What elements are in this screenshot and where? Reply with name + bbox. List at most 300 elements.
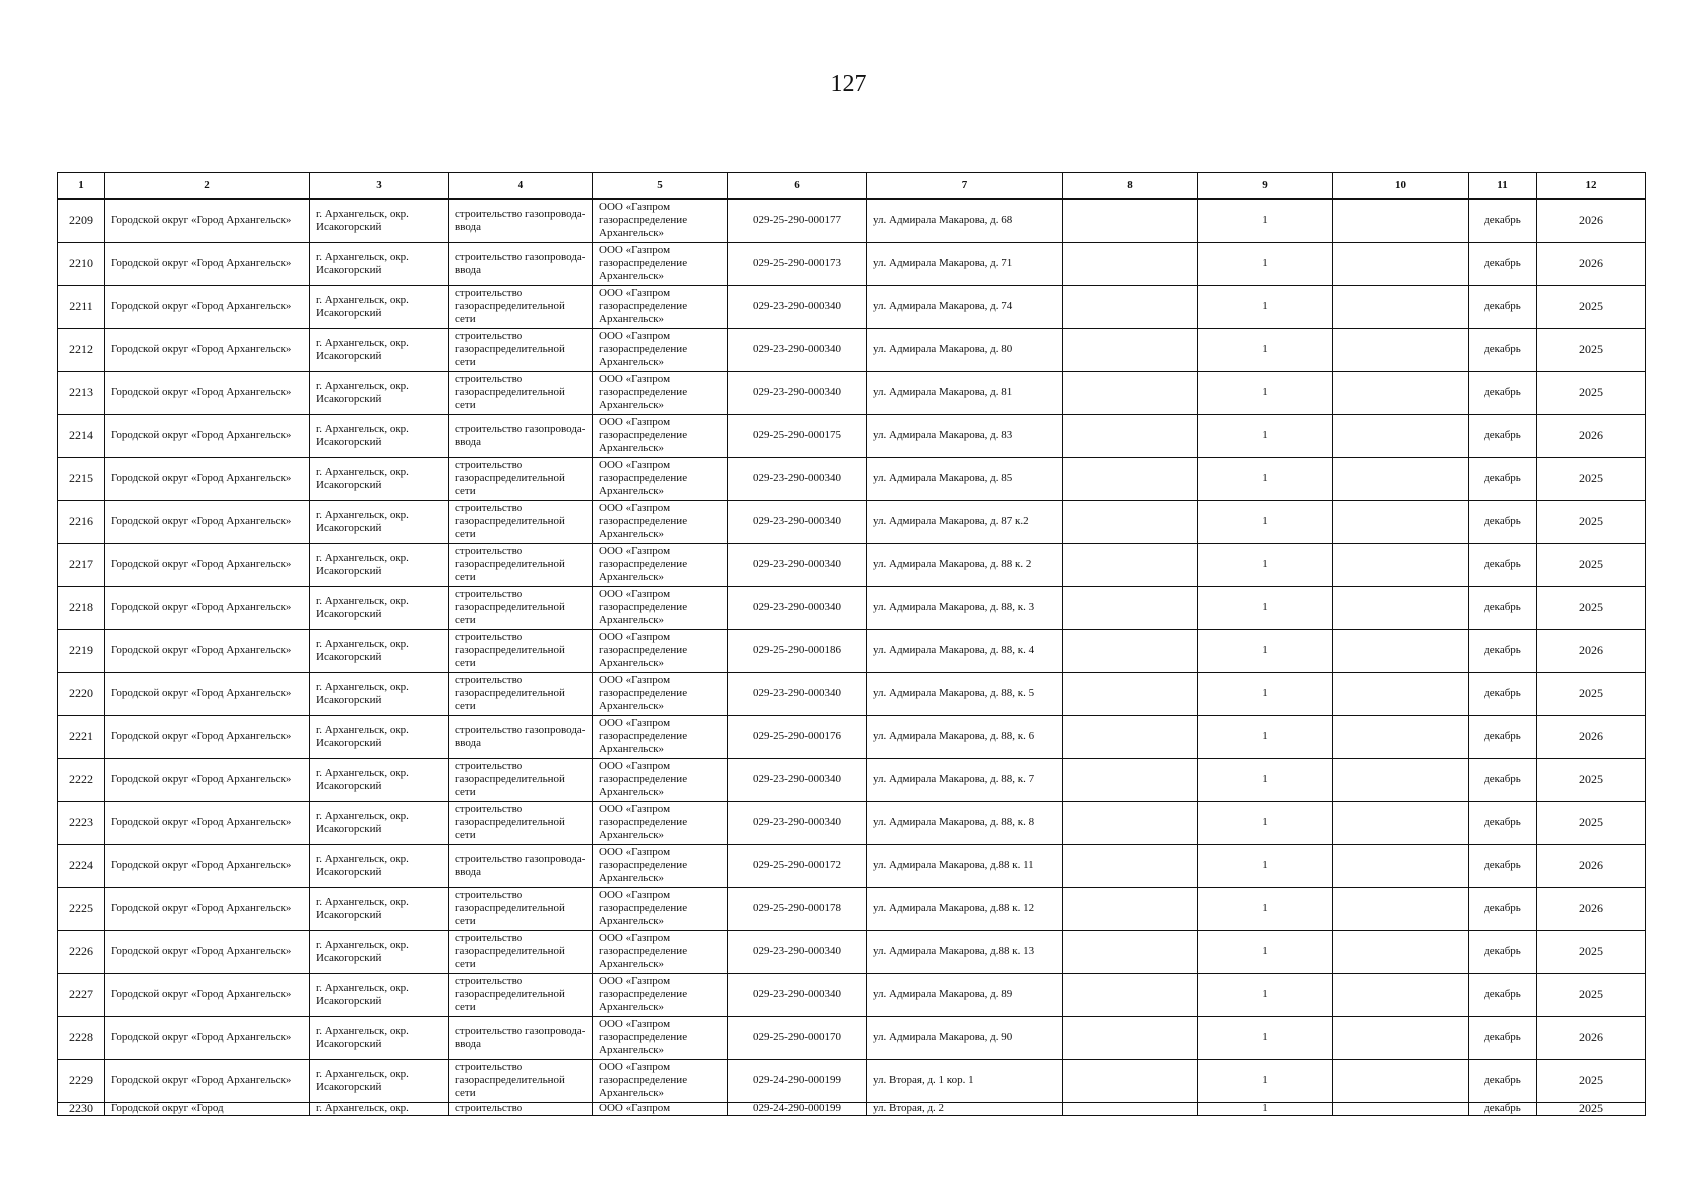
municipality-cell: Городской округ «Город Архангельск» (105, 457, 310, 500)
row-number-cell: 2209 (58, 199, 105, 242)
address-cell: ул. Адмирала Макарова, д. 88, к. 6 (867, 715, 1063, 758)
column-8-cell (1063, 457, 1198, 500)
address-cell: ул. Адмирала Макарова, д. 85 (867, 457, 1063, 500)
quantity-cell: 1 (1198, 457, 1333, 500)
row-number-cell: 2227 (58, 973, 105, 1016)
column-header: 8 (1063, 173, 1198, 200)
row-number-cell: 2212 (58, 328, 105, 371)
address-cell: ул. Адмирала Макарова, д. 68 (867, 199, 1063, 242)
organization-cell: ООО «Газпром газораспределение Архангельск» (593, 242, 728, 285)
year-cell: 2025 (1537, 543, 1646, 586)
program-code-cell: 029-25-290-000173 (728, 242, 867, 285)
work-type-cell: строительство газораспределительной сети (449, 586, 593, 629)
month-cell: декабрь (1469, 887, 1537, 930)
column-10-cell (1333, 1016, 1469, 1059)
table-row (58, 371, 1646, 414)
municipality-cell: Городской округ «Город Архангельск» (105, 1016, 310, 1059)
column-8-cell (1063, 801, 1198, 844)
work-type-cell: строительство газораспределительной сети (449, 328, 593, 371)
organization-cell: ООО «Газпром газораспределение Архангельск» (593, 285, 728, 328)
row-number-cell: 2229 (58, 1059, 105, 1102)
work-type-cell: строительство газораспределительной сети (449, 758, 593, 801)
column-10-cell (1333, 930, 1469, 973)
municipality-cell: Городской округ «Город Архангельск» (105, 242, 310, 285)
locality-cell: г. Архангельск, окр. Исакогорский (310, 285, 449, 328)
column-10-cell (1333, 371, 1469, 414)
column-8-cell (1063, 199, 1198, 242)
address-cell: ул. Адмирала Макарова, д. 74 (867, 285, 1063, 328)
program-code-cell: 029-23-290-000340 (728, 930, 867, 973)
municipality-cell: Городской округ «Город Архангельск» (105, 758, 310, 801)
organization-cell: ООО «Газпром газораспределение Архангельск» (593, 328, 728, 371)
municipality-cell: Городской округ «Город Архангельск» (105, 629, 310, 672)
locality-cell: г. Архангельск, окр. Исакогорский (310, 1059, 449, 1102)
year-cell: 2025 (1537, 285, 1646, 328)
quantity-cell: 1 (1198, 844, 1333, 887)
quantity-cell: 1 (1198, 930, 1333, 973)
locality-cell: г. Архангельск, окр. Исакогорский (310, 457, 449, 500)
program-code-cell: 029-23-290-000340 (728, 543, 867, 586)
organization-cell: ООО «Газпром газораспределение Архангельск» (593, 672, 728, 715)
work-type-cell: строительство газопровода-ввода (449, 715, 593, 758)
column-10-cell (1333, 801, 1469, 844)
address-cell: ул. Адмирала Макарова, д. 87 к.2 (867, 500, 1063, 543)
locality-cell: г. Архангельск, окр. Исакогорский (310, 715, 449, 758)
row-number-cell: 2228 (58, 1016, 105, 1059)
row-number-cell: 2210 (58, 242, 105, 285)
municipality-cell: Городской округ «Город Архангельск» (105, 586, 310, 629)
column-10-cell (1333, 1102, 1469, 1115)
column-8-cell (1063, 672, 1198, 715)
organization-cell: ООО «Газпром газораспределение Архангельск» (593, 500, 728, 543)
row-number-cell: 2211 (58, 285, 105, 328)
year-cell: 2026 (1537, 844, 1646, 887)
column-8-cell (1063, 973, 1198, 1016)
month-cell: декабрь (1469, 1102, 1537, 1115)
quantity-cell: 1 (1198, 715, 1333, 758)
year-cell: 2025 (1537, 328, 1646, 371)
year-cell: 2026 (1537, 242, 1646, 285)
organization-cell: ООО «Газпром газораспределение Архангельск» (593, 414, 728, 457)
organization-cell: ООО «Газпром газораспределение Архангельск» (593, 543, 728, 586)
column-header: 6 (728, 173, 867, 200)
program-code-cell: 029-23-290-000340 (728, 758, 867, 801)
table-row (58, 973, 1646, 1016)
work-type-cell: строительство (449, 1102, 593, 1115)
organization-cell: ООО «Газпром газораспределение Архангельск» (593, 1059, 728, 1102)
month-cell: декабрь (1469, 801, 1537, 844)
organization-cell: ООО «Газпром газораспределение Архангельск» (593, 844, 728, 887)
column-10-cell (1333, 715, 1469, 758)
row-number-cell: 2226 (58, 930, 105, 973)
table-row (58, 500, 1646, 543)
quantity-cell: 1 (1198, 1102, 1333, 1115)
year-cell: 2025 (1537, 1102, 1646, 1115)
column-8-cell (1063, 371, 1198, 414)
program-code-cell: 029-23-290-000340 (728, 371, 867, 414)
work-type-cell: строительство газопровода-ввода (449, 844, 593, 887)
organization-cell: ООО «Газпром газораспределение Архангельск» (593, 629, 728, 672)
work-type-cell: строительство газораспределительной сети (449, 1059, 593, 1102)
month-cell: декабрь (1469, 414, 1537, 457)
column-10-cell (1333, 1059, 1469, 1102)
municipality-cell: Городской округ «Город Архангельск» (105, 715, 310, 758)
work-type-cell: строительство газораспределительной сети (449, 930, 593, 973)
municipality-cell: Городской округ «Город Архангельск» (105, 328, 310, 371)
address-cell: ул. Адмирала Макарова, д. 88, к. 8 (867, 801, 1063, 844)
work-type-cell: строительство газораспределительной сети (449, 543, 593, 586)
column-8-cell (1063, 844, 1198, 887)
program-code-cell: 029-24-290-000199 (728, 1102, 867, 1115)
address-cell: ул. Адмирала Макарова, д.88 к. 13 (867, 930, 1063, 973)
address-cell: ул. Адмирала Макарова, д. 88, к. 3 (867, 586, 1063, 629)
month-cell: декабрь (1469, 930, 1537, 973)
quantity-cell: 1 (1198, 500, 1333, 543)
organization-cell: ООО «Газпром газораспределение Архангельск» (593, 973, 728, 1016)
table-row (58, 844, 1646, 887)
address-cell: ул. Адмирала Макарова, д. 71 (867, 242, 1063, 285)
municipality-cell: Городской округ «Город Архангельск» (105, 1059, 310, 1102)
column-10-cell (1333, 500, 1469, 543)
address-cell: ул. Адмирала Макарова, д. 88, к. 4 (867, 629, 1063, 672)
address-cell: ул. Адмирала Макарова, д. 80 (867, 328, 1063, 371)
quantity-cell: 1 (1198, 629, 1333, 672)
month-cell: декабрь (1469, 844, 1537, 887)
program-code-cell: 029-25-290-000177 (728, 199, 867, 242)
address-cell: ул. Вторая, д. 1 кор. 1 (867, 1059, 1063, 1102)
municipality-cell: Городской округ «Город Архангельск» (105, 973, 310, 1016)
column-header: 1 (58, 173, 105, 200)
program-code-cell: 029-23-290-000340 (728, 672, 867, 715)
column-10-cell (1333, 285, 1469, 328)
locality-cell: г. Архангельск, окр. Исакогорский (310, 199, 449, 242)
quantity-cell: 1 (1198, 672, 1333, 715)
column-header: 2 (105, 173, 310, 200)
quantity-cell: 1 (1198, 887, 1333, 930)
month-cell: декабрь (1469, 715, 1537, 758)
column-10-cell (1333, 758, 1469, 801)
month-cell: декабрь (1469, 500, 1537, 543)
year-cell: 2026 (1537, 715, 1646, 758)
month-cell: декабрь (1469, 328, 1537, 371)
organization-cell: ООО «Газпром газораспределение Архангельск» (593, 930, 728, 973)
column-header: 5 (593, 173, 728, 200)
locality-cell: г. Архангельск, окр. Исакогорский (310, 758, 449, 801)
municipality-cell: Городской округ «Город Архангельск» (105, 543, 310, 586)
quantity-cell: 1 (1198, 1059, 1333, 1102)
address-cell: ул. Адмирала Макарова, д. 88 к. 2 (867, 543, 1063, 586)
column-8-cell (1063, 715, 1198, 758)
locality-cell: г. Архангельск, окр. Исакогорский (310, 586, 449, 629)
column-8-cell (1063, 500, 1198, 543)
column-8-cell (1063, 414, 1198, 457)
program-code-cell: 029-23-290-000340 (728, 500, 867, 543)
quantity-cell: 1 (1198, 371, 1333, 414)
quantity-cell: 1 (1198, 543, 1333, 586)
municipality-cell: Городской округ «Город Архангельск» (105, 887, 310, 930)
year-cell: 2025 (1537, 586, 1646, 629)
program-code-cell: 029-23-290-000340 (728, 457, 867, 500)
page-number: 127 (830, 71, 867, 97)
year-cell: 2026 (1537, 887, 1646, 930)
work-type-cell: строительство газораспределительной сети (449, 500, 593, 543)
program-code-cell: 029-25-290-000176 (728, 715, 867, 758)
program-code-cell: 029-23-290-000340 (728, 801, 867, 844)
work-type-cell: строительство газопровода-ввода (449, 199, 593, 242)
program-code-cell: 029-25-290-000172 (728, 844, 867, 887)
quantity-cell: 1 (1198, 242, 1333, 285)
table-row (58, 930, 1646, 973)
organization-cell: ООО «Газпром газораспределение Архангельск» (593, 199, 728, 242)
program-code-cell: 029-23-290-000340 (728, 285, 867, 328)
municipality-cell: Городской округ «Город Архангельск» (105, 672, 310, 715)
month-cell: декабрь (1469, 973, 1537, 1016)
year-cell: 2026 (1537, 1016, 1646, 1059)
locality-cell: г. Архангельск, окр. Исакогорский (310, 629, 449, 672)
locality-cell: г. Архангельск, окр. Исакогорский (310, 973, 449, 1016)
table-body (58, 199, 1646, 1115)
municipality-cell: Городской округ «Город Архангельск» (105, 930, 310, 973)
year-cell: 2025 (1537, 371, 1646, 414)
column-8-cell (1063, 543, 1198, 586)
row-number-cell: 2221 (58, 715, 105, 758)
work-type-cell: строительство газораспределительной сети (449, 672, 593, 715)
row-number-cell: 2216 (58, 500, 105, 543)
column-8-cell (1063, 887, 1198, 930)
column-header: 7 (867, 173, 1063, 200)
quantity-cell: 1 (1198, 414, 1333, 457)
month-cell: декабрь (1469, 285, 1537, 328)
work-type-cell: строительство газопровода-ввода (449, 242, 593, 285)
column-10-cell (1333, 242, 1469, 285)
gasification-table (57, 172, 1646, 1116)
work-type-cell: строительство газопровода-ввода (449, 414, 593, 457)
table-row (58, 1059, 1646, 1102)
column-8-cell (1063, 1059, 1198, 1102)
municipality-cell: Городской округ «Город Архангельск» (105, 801, 310, 844)
row-number-cell: 2230 (58, 1102, 105, 1115)
row-number-cell: 2222 (58, 758, 105, 801)
table-row (58, 629, 1646, 672)
column-8-cell (1063, 1016, 1198, 1059)
row-number-cell: 2213 (58, 371, 105, 414)
column-10-cell (1333, 629, 1469, 672)
work-type-cell: строительство газораспределительной сети (449, 973, 593, 1016)
locality-cell: г. Архангельск, окр. Исакогорский (310, 328, 449, 371)
month-cell: декабрь (1469, 629, 1537, 672)
month-cell: декабрь (1469, 586, 1537, 629)
address-cell: ул. Адмирала Макарова, д. 83 (867, 414, 1063, 457)
row-number-cell: 2220 (58, 672, 105, 715)
address-cell: ул. Адмирала Макарова, д. 89 (867, 973, 1063, 1016)
column-8-cell (1063, 629, 1198, 672)
program-code-cell: 029-25-290-000178 (728, 887, 867, 930)
row-number-cell: 2217 (58, 543, 105, 586)
work-type-cell: строительство газораспределительной сети (449, 629, 593, 672)
year-cell: 2025 (1537, 930, 1646, 973)
locality-cell: г. Архангельск, окр. Исакогорский (310, 242, 449, 285)
locality-cell: г. Архангельск, окр. Исакогорский (310, 500, 449, 543)
address-cell: ул. Адмирала Макарова, д. 90 (867, 1016, 1063, 1059)
column-10-cell (1333, 844, 1469, 887)
column-header: 11 (1469, 173, 1537, 200)
table-row (58, 199, 1646, 242)
column-8-cell (1063, 328, 1198, 371)
year-cell: 2025 (1537, 973, 1646, 1016)
column-10-cell (1333, 887, 1469, 930)
locality-cell: г. Архангельск, окр. Исакогорский (310, 672, 449, 715)
address-cell: ул. Адмирала Макарова, д.88 к. 11 (867, 844, 1063, 887)
work-type-cell: строительство газораспределительной сети (449, 285, 593, 328)
table-row (58, 328, 1646, 371)
month-cell: декабрь (1469, 242, 1537, 285)
table-row (58, 801, 1646, 844)
locality-cell: г. Архангельск, окр. Исакогорский (310, 844, 449, 887)
table-row (58, 543, 1646, 586)
locality-cell: г. Архангельск, окр. Исакогорский (310, 414, 449, 457)
work-type-cell: строительство газопровода-ввода (449, 1016, 593, 1059)
program-code-cell: 029-23-290-000340 (728, 586, 867, 629)
column-header: 3 (310, 173, 449, 200)
locality-cell: г. Архангельск, окр. Исакогорский (310, 930, 449, 973)
locality-cell: г. Архангельск, окр. Исакогорский (310, 887, 449, 930)
row-number-cell: 2224 (58, 844, 105, 887)
table-row (58, 887, 1646, 930)
month-cell: декабрь (1469, 758, 1537, 801)
month-cell: декабрь (1469, 1016, 1537, 1059)
organization-cell: ООО «Газпром газораспределение Архангельск» (593, 801, 728, 844)
column-8-cell (1063, 930, 1198, 973)
organization-cell: ООО «Газпром газораспределение Архангельск» (593, 586, 728, 629)
organization-cell: ООО «Газпром газораспределение Архангельск» (593, 371, 728, 414)
municipality-cell: Городской округ «Город Архангельск» (105, 285, 310, 328)
municipality-cell: Городской округ «Город (105, 1102, 310, 1115)
address-cell: ул. Адмирала Макарова, д. 88, к. 5 (867, 672, 1063, 715)
address-cell: ул. Вторая, д. 2 (867, 1102, 1063, 1115)
locality-cell: г. Архангельск, окр. Исакогорский (310, 801, 449, 844)
year-cell: 2025 (1537, 801, 1646, 844)
table-row (58, 414, 1646, 457)
column-10-cell (1333, 328, 1469, 371)
table-row (58, 715, 1646, 758)
month-cell: декабрь (1469, 672, 1537, 715)
locality-cell: г. Архангельск, окр. Исакогорский (310, 543, 449, 586)
table-row (58, 242, 1646, 285)
column-header: 12 (1537, 173, 1646, 200)
year-cell: 2026 (1537, 629, 1646, 672)
column-header: 9 (1198, 173, 1333, 200)
column-10-cell (1333, 199, 1469, 242)
quantity-cell: 1 (1198, 973, 1333, 1016)
program-code-cell: 029-23-290-000340 (728, 973, 867, 1016)
year-cell: 2025 (1537, 758, 1646, 801)
organization-cell: ООО «Газпром газораспределение Архангельск» (593, 758, 728, 801)
row-number-cell: 2215 (58, 457, 105, 500)
program-code-cell: 029-25-290-000175 (728, 414, 867, 457)
table-container (57, 172, 1646, 1116)
column-10-cell (1333, 586, 1469, 629)
table-row (58, 586, 1646, 629)
column-10-cell (1333, 543, 1469, 586)
locality-cell: г. Архангельск, окр. Исакогорский (310, 1016, 449, 1059)
column-10-cell (1333, 457, 1469, 500)
row-number-cell: 2225 (58, 887, 105, 930)
quantity-cell: 1 (1198, 285, 1333, 328)
year-cell: 2025 (1537, 457, 1646, 500)
table-row (58, 1102, 1646, 1115)
column-10-cell (1333, 414, 1469, 457)
row-number-cell: 2218 (58, 586, 105, 629)
table-row (58, 672, 1646, 715)
municipality-cell: Городской округ «Город Архангельск» (105, 500, 310, 543)
month-cell: декабрь (1469, 199, 1537, 242)
locality-cell: г. Архангельск, окр. (310, 1102, 449, 1115)
organization-cell: ООО «Газпром газораспределение Архангельск» (593, 1016, 728, 1059)
month-cell: декабрь (1469, 543, 1537, 586)
year-cell: 2025 (1537, 672, 1646, 715)
table-header-row (58, 173, 1646, 200)
quantity-cell: 1 (1198, 1016, 1333, 1059)
work-type-cell: строительство газораспределительной сети (449, 457, 593, 500)
month-cell: декабрь (1469, 371, 1537, 414)
municipality-cell: Городской округ «Город Архангельск» (105, 414, 310, 457)
table-row (58, 457, 1646, 500)
program-code-cell: 029-25-290-000170 (728, 1016, 867, 1059)
quantity-cell: 1 (1198, 586, 1333, 629)
organization-cell: ООО «Газпром газораспределение Архангельск» (593, 887, 728, 930)
organization-cell: ООО «Газпром газораспределение Архангельск» (593, 715, 728, 758)
address-cell: ул. Адмирала Макарова, д. 88, к. 7 (867, 758, 1063, 801)
column-8-cell (1063, 1102, 1198, 1115)
locality-cell: г. Архангельск, окр. Исакогорский (310, 371, 449, 414)
row-number-cell: 2223 (58, 801, 105, 844)
work-type-cell: строительство газораспределительной сети (449, 801, 593, 844)
table-row (58, 285, 1646, 328)
column-header: 10 (1333, 173, 1469, 200)
year-cell: 2025 (1537, 1059, 1646, 1102)
quantity-cell: 1 (1198, 199, 1333, 242)
address-cell: ул. Адмирала Макарова, д.88 к. 12 (867, 887, 1063, 930)
work-type-cell: строительство газораспределительной сети (449, 887, 593, 930)
column-10-cell (1333, 672, 1469, 715)
column-8-cell (1063, 285, 1198, 328)
quantity-cell: 1 (1198, 328, 1333, 371)
quantity-cell: 1 (1198, 758, 1333, 801)
column-8-cell (1063, 586, 1198, 629)
program-code-cell: 029-24-290-000199 (728, 1059, 867, 1102)
month-cell: декабрь (1469, 1059, 1537, 1102)
column-10-cell (1333, 973, 1469, 1016)
organization-cell: ООО «Газпром газораспределение Архангельск» (593, 457, 728, 500)
column-header: 4 (449, 173, 593, 200)
year-cell: 2026 (1537, 414, 1646, 457)
organization-cell: ООО «Газпром (593, 1102, 728, 1115)
column-8-cell (1063, 242, 1198, 285)
table-row (58, 1016, 1646, 1059)
program-code-cell: 029-23-290-000340 (728, 328, 867, 371)
table-row (58, 758, 1646, 801)
column-8-cell (1063, 758, 1198, 801)
work-type-cell: строительство газораспределительной сети (449, 371, 593, 414)
municipality-cell: Городской округ «Город Архангельск» (105, 844, 310, 887)
month-cell: декабрь (1469, 457, 1537, 500)
row-number-cell: 2214 (58, 414, 105, 457)
year-cell: 2025 (1537, 500, 1646, 543)
quantity-cell: 1 (1198, 801, 1333, 844)
year-cell: 2026 (1537, 199, 1646, 242)
municipality-cell: Городской округ «Город Архангельск» (105, 371, 310, 414)
program-code-cell: 029-25-290-000186 (728, 629, 867, 672)
